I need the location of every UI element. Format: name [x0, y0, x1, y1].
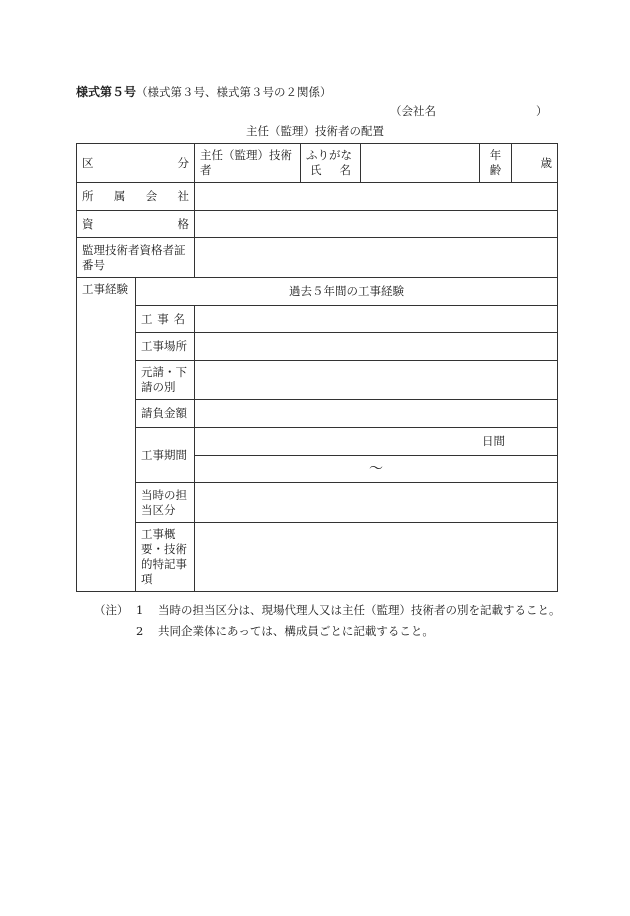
project-name-char-1: 工	[141, 311, 153, 326]
note-item	[94, 600, 564, 620]
table-row	[77, 523, 558, 592]
company-label-cell	[77, 183, 195, 211]
form-number-label: 様式第５号	[76, 85, 137, 99]
page-title: 主任（監理）技術者の配置	[246, 124, 384, 138]
table-row	[77, 183, 558, 211]
project-period-label-cell: 工事期間	[136, 428, 195, 483]
company-name-close: ）	[536, 104, 548, 118]
qualification-value-cell[interactable]	[195, 211, 558, 238]
project-name-value-cell[interactable]	[195, 306, 558, 333]
table-row	[77, 333, 558, 361]
name-char-1: 氏	[310, 163, 322, 177]
table-row	[77, 144, 558, 183]
company-char-1: 所	[82, 189, 94, 203]
table-row	[77, 211, 558, 238]
age-value-cell[interactable]	[512, 144, 558, 183]
project-date-range-cell[interactable]	[195, 456, 558, 483]
form-reference: （様式第３号、様式第３号の２関係）	[136, 85, 332, 99]
project-location-label-cell: 工事場所	[136, 333, 195, 361]
table-row	[77, 361, 558, 400]
company-name-field	[390, 103, 548, 119]
note-number: 2	[136, 624, 144, 638]
table-row	[77, 278, 558, 306]
project-location-value-cell[interactable]	[195, 333, 558, 361]
qualification-char-1: 資	[82, 216, 94, 231]
contract-type-label-cell: 元請・下請の別	[136, 361, 195, 400]
project-duration-cell[interactable]	[195, 428, 558, 456]
company-name-open: （会社名	[390, 104, 436, 118]
note-item	[94, 621, 564, 641]
past-five-years-header: 過去５年間の工事経験	[136, 278, 558, 306]
age-char-1: 年	[489, 148, 502, 162]
project-overview-label-cell: 工事概要・技術的特記事項	[136, 523, 195, 592]
engineer-assignment-table	[76, 143, 558, 592]
note-number: 1	[136, 603, 144, 617]
company-char-2: 属	[113, 189, 126, 203]
project-name-char-2: 事	[157, 311, 169, 326]
role-label-cell: 当時の担当区分	[136, 483, 195, 523]
project-name-char-3: 名	[173, 311, 185, 326]
form-header	[76, 83, 332, 100]
notes-label: （注）	[94, 603, 129, 617]
note-text: 共同企業体にあっては、構成員ごとに記載すること。	[158, 624, 434, 638]
qualification-char-2: 格	[177, 216, 189, 231]
age-label-cell	[480, 144, 512, 183]
chief-engineer-cell: 主任（監理）技術者	[195, 144, 301, 183]
company-char-4: 社	[177, 189, 189, 203]
date-range-tilde: ～	[369, 460, 383, 477]
note-text: 当時の担当区分は、現場代理人又は主任（監理）技術者の別を記載すること。	[158, 603, 561, 617]
project-overview-value-cell[interactable]	[195, 523, 558, 592]
contract-type-value-cell[interactable]	[195, 361, 558, 400]
experience-label-cell: 工事経験	[77, 278, 136, 592]
cert-number-label-cell: 監理技術者資格者証番号	[77, 238, 195, 278]
table-row	[77, 428, 558, 456]
company-value-cell[interactable]	[195, 183, 558, 211]
name-value-cell[interactable]	[361, 144, 480, 183]
table-row	[77, 238, 558, 278]
name-char-2: 名	[339, 163, 351, 177]
company-char-3: 会	[145, 189, 158, 203]
table-row	[77, 400, 558, 428]
table-row	[77, 306, 558, 333]
age-char-2: 齢	[489, 163, 502, 177]
days-unit: 日間	[482, 434, 505, 448]
furigana-label: ふりがな	[306, 148, 352, 162]
qualification-label-cell	[77, 211, 195, 238]
kubun-char-1: 区	[82, 155, 94, 170]
kubun-label-cell	[77, 144, 195, 183]
age-unit: 歳	[540, 155, 552, 170]
kubun-char-2: 分	[177, 155, 189, 170]
cert-number-value-cell[interactable]	[195, 238, 558, 278]
notes-section	[94, 600, 564, 641]
project-name-label-cell	[136, 306, 195, 333]
name-label-cell	[301, 144, 361, 183]
contract-amount-label-cell: 請負金額	[136, 400, 195, 428]
table-row	[77, 483, 558, 523]
role-value-cell[interactable]	[195, 483, 558, 523]
contract-amount-value-cell[interactable]	[195, 400, 558, 428]
